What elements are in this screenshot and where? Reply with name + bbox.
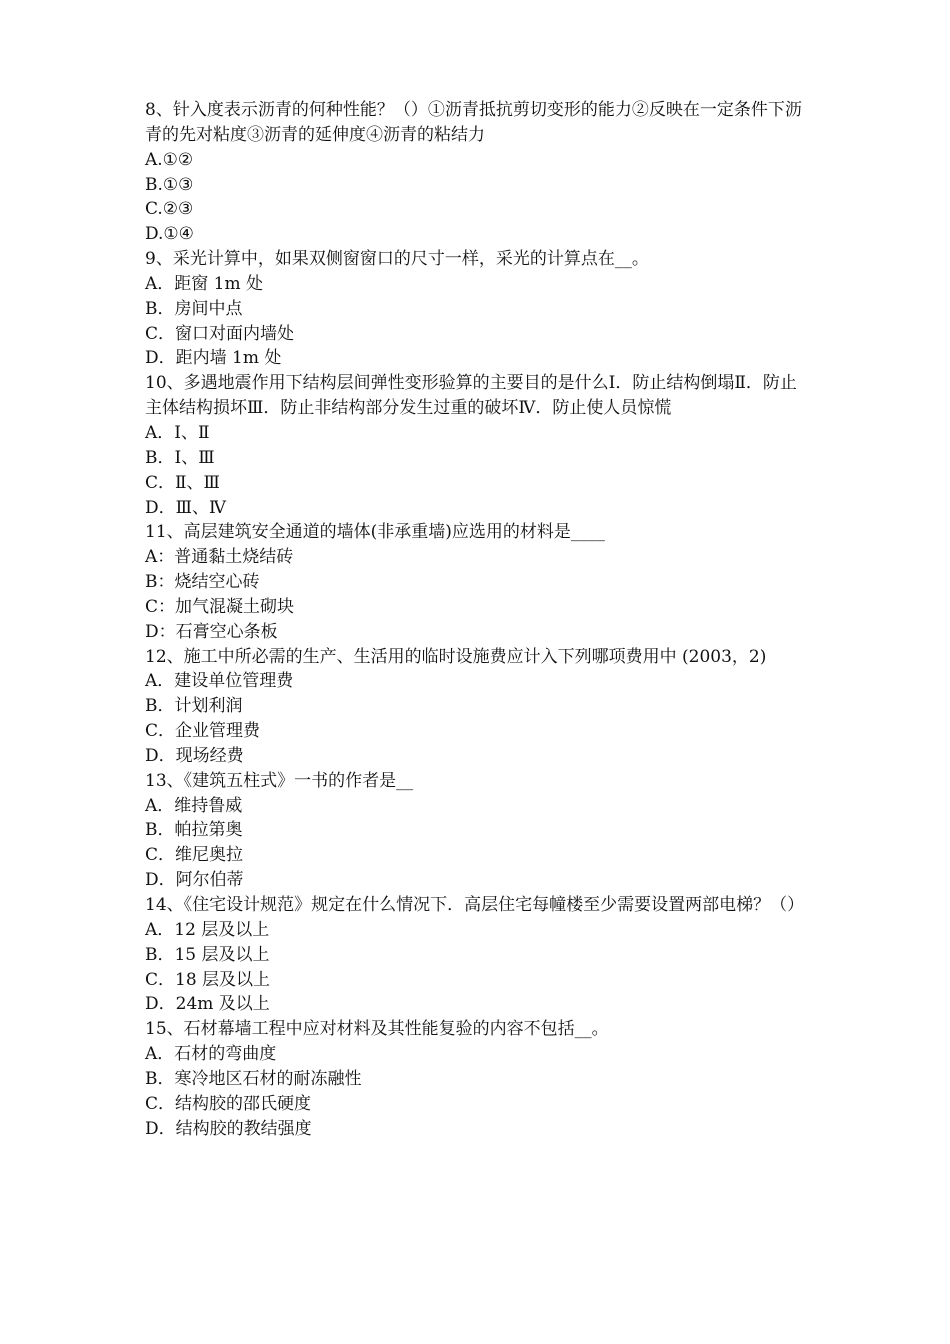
option-b: B．帕拉第奥	[145, 820, 243, 841]
question-12	[145, 645, 810, 769]
question-stem: 11、高层建筑安全通道的墙体(非承重墙)应选用的材料是____	[145, 522, 605, 543]
option-d: D．24m 及以上	[145, 994, 270, 1015]
option-c: C：加气混凝土砌块	[145, 596, 295, 617]
option-b: B．计划利润	[145, 696, 243, 717]
question-10	[145, 371, 810, 520]
option-d: D．Ⅲ、Ⅳ	[145, 497, 227, 518]
question-stem: 8、针入度表示沥青的何种性能？（）①沥青抵抗剪切变形的能力②反映在一定条件下沥青的先对粘度③沥青的延伸度④沥青的粘结力	[145, 100, 802, 145]
option-b: B．15 层及以上	[145, 944, 270, 965]
option-a: A．石材的弯曲度	[145, 1044, 277, 1065]
question-8	[145, 98, 810, 247]
option-c: C．18 层及以上	[145, 969, 271, 990]
question-13	[145, 769, 810, 893]
option-a: A．12 层及以上	[145, 919, 270, 940]
question-stem: 14、《住宅设计规范》规定在什么情况下．高层住宅每幢楼至少需要设置两部电梯？（）	[145, 895, 805, 915]
option-b: B．Ⅰ、Ⅲ	[145, 447, 215, 468]
question-stem: 13、《建筑五柱式》一书的作者是__	[145, 770, 414, 791]
question-list	[145, 98, 810, 1141]
option-d: D：石膏空心条板	[145, 621, 278, 642]
question-stem: 9、采光计算中，如果双侧窗窗口的尺寸一样，采光的计算点在__。	[145, 249, 649, 270]
option-a: A.①②	[145, 149, 194, 170]
question-stem: 12、施工中所必需的生产、生活用的临时设施费应计入下列哪项费用中 (2003，2)	[145, 646, 767, 667]
option-d: D．结构胶的教结强度	[145, 1118, 312, 1139]
option-a: A．维持鲁威	[145, 795, 243, 816]
option-b: B.①③	[145, 174, 194, 195]
option-a: A．Ⅰ、Ⅱ	[145, 422, 210, 443]
option-d: D．距内墙 1m 处	[145, 348, 282, 369]
question-14	[145, 893, 810, 1017]
question-15	[145, 1017, 810, 1141]
option-d: D．现场经费	[145, 745, 244, 766]
option-b: B．寒冷地区石材的耐冻融性	[145, 1068, 362, 1089]
option-c: C．企业管理费	[145, 721, 261, 742]
option-c: C．Ⅱ、Ⅲ	[145, 472, 220, 493]
option-a: A．距窗 1m 处	[145, 273, 264, 294]
question-9	[145, 247, 810, 371]
option-c: C．维尼奥拉	[145, 845, 244, 866]
question-11	[145, 520, 810, 644]
option-b: B：烧结空心砖	[145, 572, 260, 593]
option-c: C．结构胶的邵氏硬度	[145, 1093, 312, 1114]
option-a: A：普通黏土烧结砖	[145, 547, 294, 568]
question-stem: 10、多遇地震作用下结构层间弹性变形验算的主要目的是什么Ⅰ．防止结构倒塌Ⅱ．防止主体结构损坏Ⅲ．防止非结构部分发生过重的破坏Ⅳ．防止使人员惊慌	[145, 373, 797, 419]
option-c: C．窗口对面内墙处	[145, 323, 295, 344]
option-b: B．房间中点	[145, 298, 243, 319]
question-stem: 15、石材幕墙工程中应对材料及其性能复验的内容不包括__。	[145, 1019, 609, 1040]
option-d: D.①④	[145, 224, 194, 245]
option-d: D．阿尔伯蒂	[145, 870, 244, 891]
option-c: C.②③	[145, 199, 194, 220]
option-a: A．建设单位管理费	[145, 671, 294, 692]
